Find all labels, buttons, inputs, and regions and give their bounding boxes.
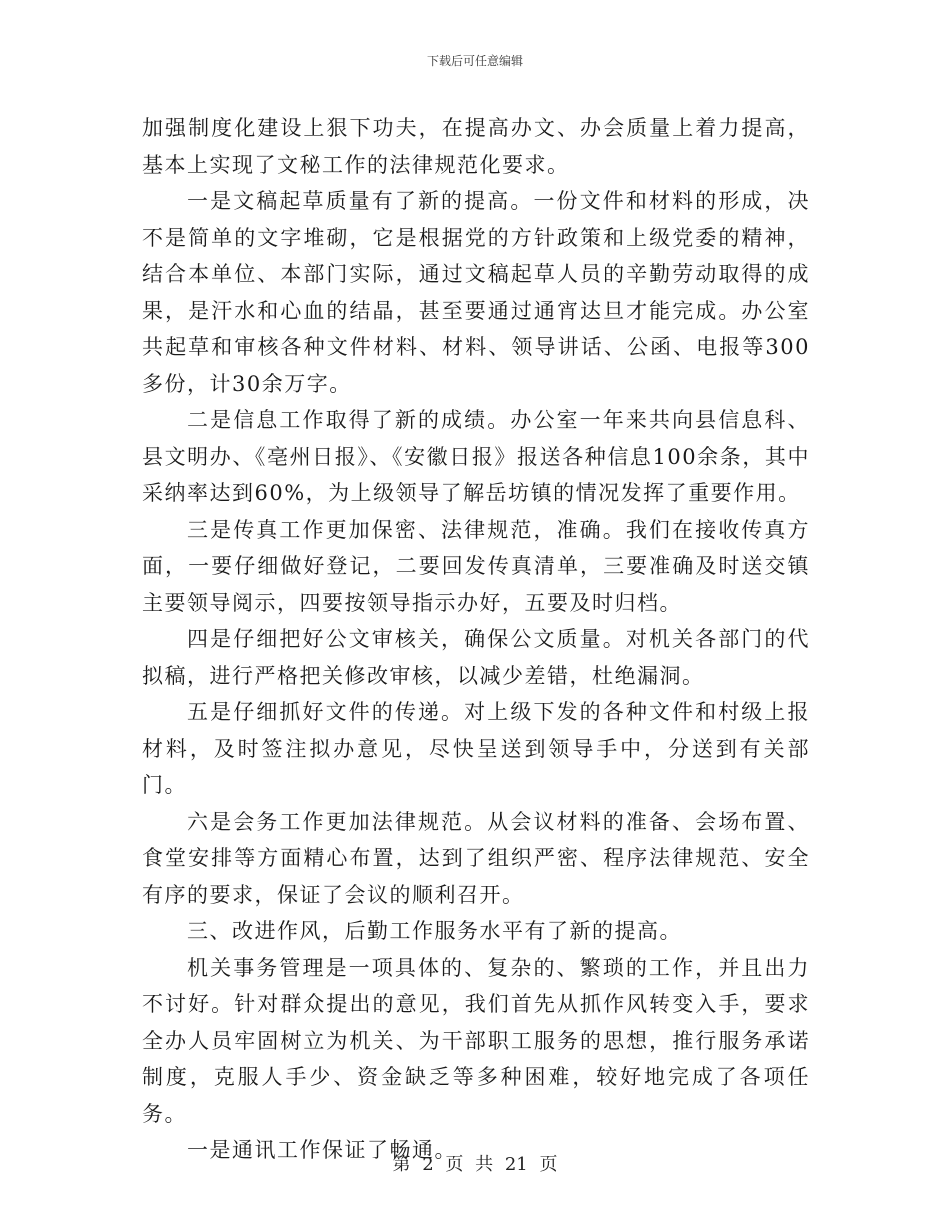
paragraph-fax-work: 三是传真工作更加保密、法律规范，准确。我们在接收传真方面，一要仔细做好登记，二要回发传真清单，三要准确及时送交镇主要领导阅示，四要按领导指示办好，五要及时归档。 xyxy=(142,517,810,615)
paragraph-drafting-quality: 一是文稿起草质量有了新的提高。一份文件和材料的形成，决不是简单的文字堆砌，它是根据党的方针政策和上级党委的精神，结合本单位、本部门实际，通过文稿起草人员的辛勤劳动取得的成果，是汗水和心血的结晶，甚至要通过通宵达旦才能完成。办公室共起草和审核各种文件材料、材料、领导讲话、公函、电报等300多份，计30余万字。 xyxy=(142,189,810,396)
paragraph-information-work: 二是信息工作取得了新的成绩。办公室一年来共向县信息科、县文明办、《亳州日报》、《安徽日报》报送各种信息100余条，其中采纳率达到60%，为上级领导了解岳坊镇的情况发挥了重要作用。 xyxy=(142,408,810,505)
section-heading-logistics: 三、改进作风，后勤工作服务水平有了新的提高。 xyxy=(187,919,682,943)
paragraph-continuation: 加强制度化建设上狠下功夫，在提高办文、办会质量上着力提高，基本上实现了文秘工作的法律规范化要求。 xyxy=(142,116,810,177)
paragraph-affairs-management: 机关事务管理是一项具体的、复杂的、繁琐的工作，并且出力不讨好。针对群众提出的意见，我们首先从抓作风转变入手，要求全办人员牢固树立为机关、为干部职工服务的思想，推行服务承诺制度，克服人手少、资金缺乏等多种困难，较好地完成了各项任务。 xyxy=(142,955,810,1126)
paragraph-meeting-affairs: 六是会务工作更加法律规范。从会议材料的准备、会场布置、食堂安排等方面精心布置，达到了组织严密、程序法律规范、安全有序的要求，保证了会议的顺利召开。 xyxy=(142,809,810,907)
document-body xyxy=(142,110,810,1169)
page-header: 下载后可任意编辑 xyxy=(426,54,523,68)
paragraph-communications: 一是通讯工作保证了畅通。 xyxy=(187,1138,457,1162)
paragraph-document-delivery: 五是仔细抓好文件的传递。对上级下发的各种文件和村级上报材料，及时签注拟办意见，尽快呈送到领导手中，分送到有关部门。 xyxy=(142,700,810,797)
page-number-footer: 第 2 页 共 21 页 xyxy=(392,1154,558,1175)
paragraph-document-review: 四是仔细把好公文审核关，确保公文质量。对机关各部门的代拟稿，进行严格把关修改审核，以减少差错，杜绝漏洞。 xyxy=(142,627,810,688)
